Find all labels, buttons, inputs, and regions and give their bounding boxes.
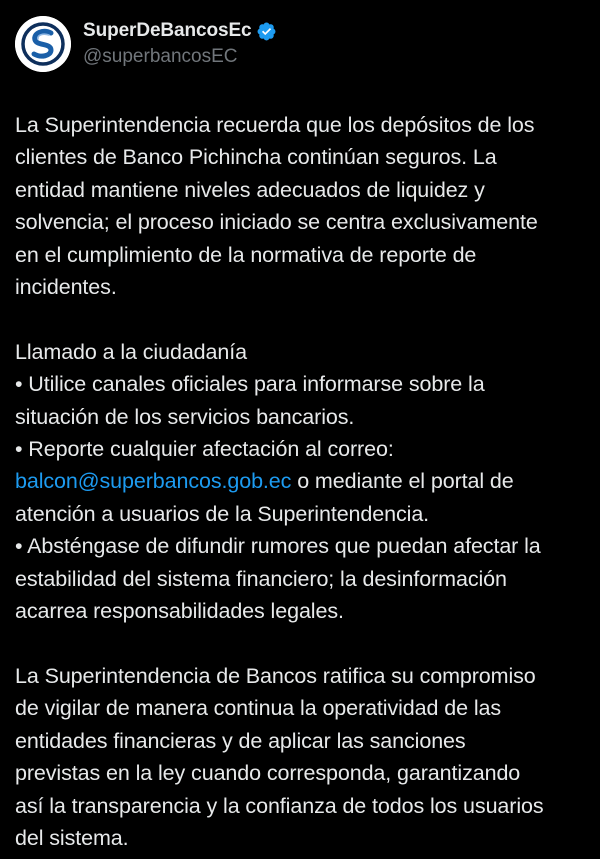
text-line: previstas en la ley cuando corresponda, garantizando: [15, 761, 521, 786]
text-line: solvencia; el proceso iniciado se centra exclusivamente: [15, 210, 538, 235]
text-line: del sistema.: [15, 825, 129, 850]
text-line: incidentes.: [15, 275, 117, 300]
bullet-line: estabilidad del sistema financiero; la desinformación: [15, 566, 507, 591]
paragraph-call-to-action: [15, 336, 585, 628]
text-line: La Superintendencia recuerda que los depósitos de los: [15, 113, 535, 137]
bullet-line: [15, 465, 585, 497]
paragraph-gap: [15, 627, 585, 659]
text-line: de vigilar de manera continua la operatividad de las: [15, 696, 502, 721]
tweet-header: [15, 16, 585, 72]
text-line: clientes de Banco Pichincha continúan seguros. La: [15, 145, 497, 170]
bullet-line: • Utilice canales oficiales para informarse sobre la: [15, 372, 485, 397]
paragraph-gap: [15, 303, 585, 335]
author-names: [83, 18, 277, 70]
text-line: entidad mantiene niveles adecuados de liquidez y: [15, 177, 485, 202]
avatar[interactable]: [15, 16, 71, 72]
bullet-line: situación de los servicios bancarios.: [15, 404, 355, 429]
tweet-text: [15, 109, 585, 854]
superbancos-logo-icon: [15, 16, 71, 72]
display-name-row: [83, 18, 277, 44]
bullet-line-rest: o mediante el portal de: [291, 469, 514, 494]
text-line: así la transparencia y la confianza de todos los usuarios: [15, 793, 544, 818]
paragraph-closing: [15, 660, 585, 854]
paragraph-intro: [15, 109, 585, 303]
display-name[interactable]: SuperDeBancosEc: [83, 20, 252, 41]
text-line: La Superintendencia de Bancos ratifica su compromiso: [15, 663, 536, 688]
bullet-line: atención a usuarios de la Superintendencia.: [15, 501, 430, 526]
text-line: en el cumplimiento de la normativa de reporte de: [15, 242, 477, 267]
text-line: entidades financieras y de aplicar las sanciones: [15, 728, 466, 753]
bullet-line: • Absténgase de difundir rumores que puedan afectar la: [15, 534, 541, 559]
bullet-line: acarrea responsabilidades legales.: [15, 599, 344, 624]
section-heading: Llamado a la ciudadanía: [15, 339, 247, 364]
author-handle[interactable]: @superbancosEC: [83, 46, 238, 67]
email-link[interactable]: balcon@superbancos.gob.ec: [15, 469, 292, 494]
bullet-line: • Reporte cualquier afectación al correo:: [15, 437, 394, 462]
verified-badge-icon: [256, 21, 277, 42]
